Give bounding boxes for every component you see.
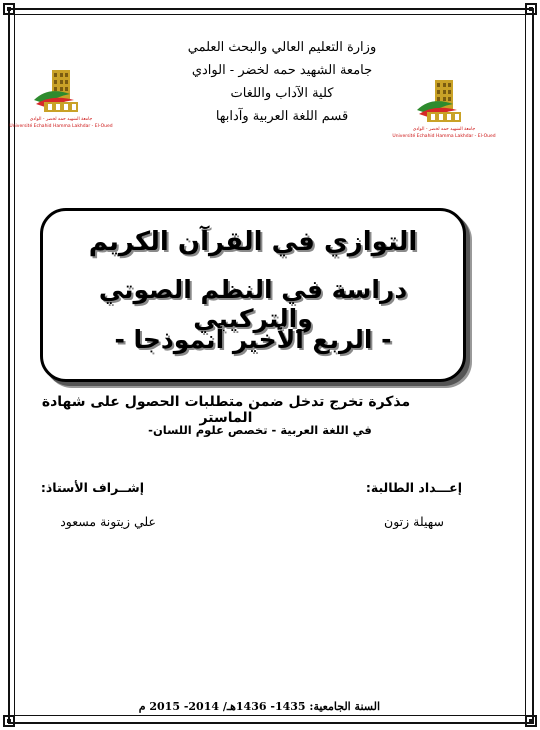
thesis-specialty: في اللغة العربية - تخصص علوم اللسان- [148,423,372,437]
university-logo-left [9,66,113,132]
corner-ornament-top-left [2,2,16,16]
thesis-purpose: مذكرة تخرج تدخل ضمن متطلبات الحصول على شهادة الماستر [41,394,411,426]
supervisor-label: إشــراف الأستاذ: [40,480,144,495]
thesis-title-box [40,208,466,382]
logo-right-caption-ar: جامعة الشهيد حمه لخضر - الوادي [412,127,476,132]
thesis-title-line-1: التوازي في القرآن الكريم [88,227,418,257]
corner-ornament-bottom-right [524,714,538,728]
student-label: إعـــداد الطالبة: [365,480,462,495]
university-name: جامعة الشهيد حمه لخضر - الوادي [191,63,373,78]
department-name: قسم اللغة العربية وآدابها [215,109,349,124]
student-name: سهيلة زتون [384,514,444,529]
logo-left-caption-ar: جامعة الشهيد حمه لخضر - الوادي [29,117,93,122]
academic-year: السنة الجامعية: 1435- 1436هـ/ 2014- 2015 م [138,700,380,713]
corner-ornament-top-right [524,2,538,16]
institution-header [132,36,432,128]
ministry-name: وزارة التعليم العالي والبحث العلمي [187,40,377,55]
corner-ornament-bottom-left [2,714,16,728]
thesis-title-line-3: - الربع الأخير أنموذجا - [114,325,392,354]
supervisor-name: علي زيتونة مسعود [60,514,156,529]
logo-right-caption-en: Université Echahid Hamma Lakhdar - El-Oued [392,134,496,139]
faculty-name: كلية الآداب واللغات [230,86,334,101]
thesis-title-line-2: دراسة في النظم الصوتي والتركيبي [98,275,408,333]
logo-left-caption-en: Université Echahid Hamma Lakhdar - El-Oued [9,124,113,129]
